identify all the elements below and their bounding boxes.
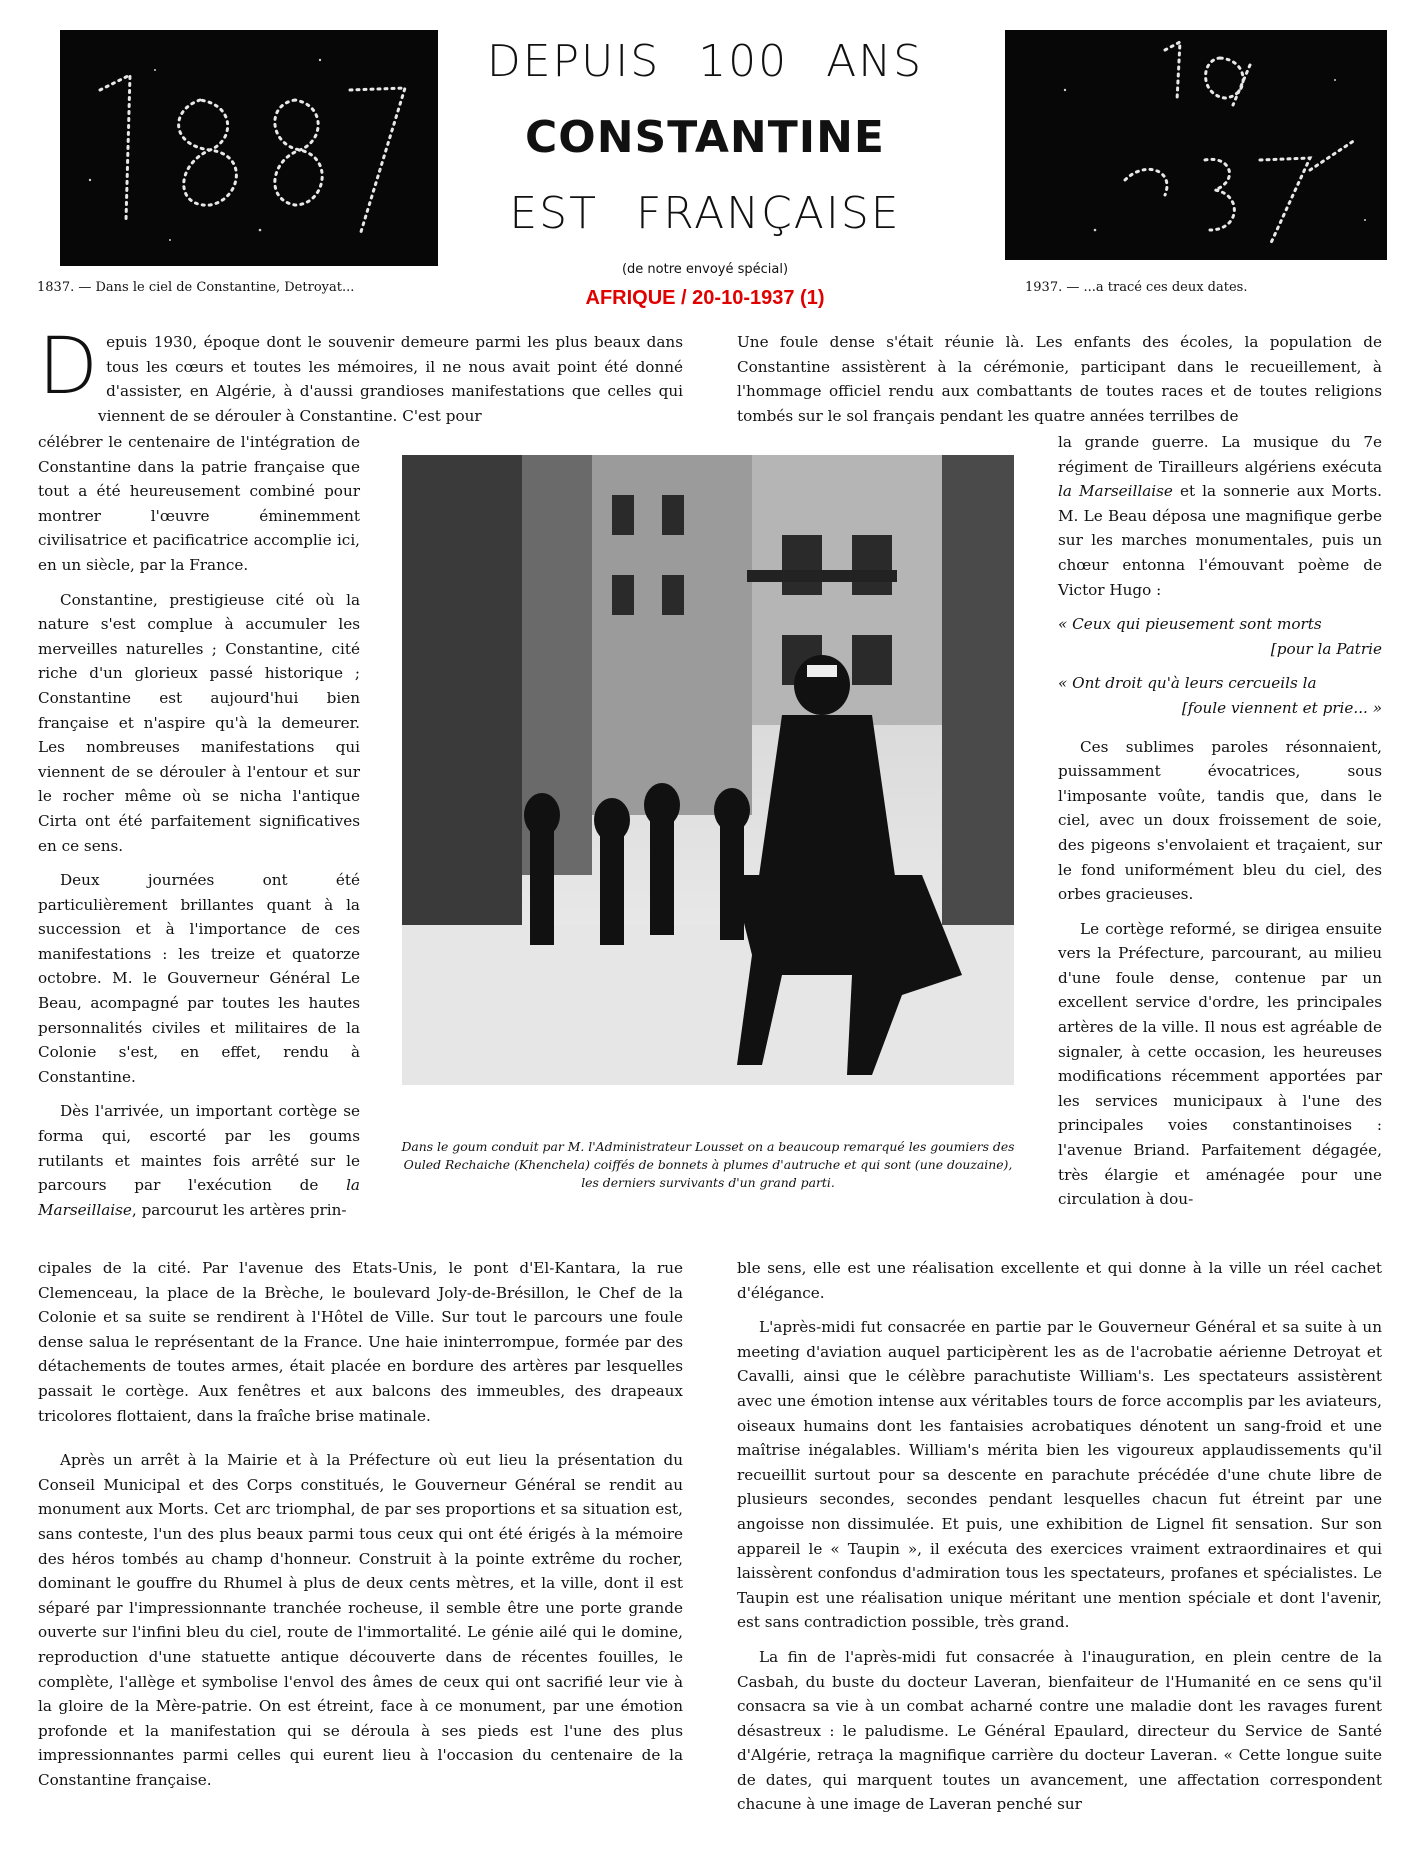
- headline-line1: DEPUIS 100 ANS: [486, 36, 924, 87]
- paragraph-laveran: La fin de l'après-midi fut consacrée à l'inauguration, en plein centre de la Casbah, du buste du docteur Laveran, bienfaiteur de l'Humanité en ce sens qu'il consacra sa vie à un combat acharné contre une maladie dont les ravages furent désastreux : le paludisme. Le Général Epaulard, directeur du Service de Santé d'Algérie, retraça la magnifique carrière du docteur Laveran. « Cette longue suite de dates, qui marquent toutes un avancement, une affectation correspondent chacune à une image de Laveran penché sur: [737, 1647, 1382, 1814]
- photo-1837-caption: 1837. — Dans le ciel de Constantine, Detroyat...: [37, 280, 355, 295]
- photo-1937-caption: 1937. — ...a tracé ces deux dates.: [1025, 280, 1248, 295]
- skywriting-1937-image: [1005, 30, 1387, 260]
- photo-goum-caption: Dans le goum conduit par M. l'Administrateur Lousset on a beaucoup remarqué les goumiers des Ouled Rechaiche (Khenchela) coiffés de bonnets à plumes d'autruche et qui sont (une douzaine), les derniers survivants d'un grand parti.: [401, 1139, 1015, 1190]
- paragraph-aviation: L'après-midi fut consacrée en partie par le Gouverneur Général et sa suite à un meeting d'aviation auquel participèrent les as de l'acrobatie aérienne Detroyat et Cavalli, ainsi que le célèbre parachutiste William's. Les spectateurs assistèrent avec une émotion intense aux véritables tours de force accomplis par les aviateurs, oiseaux humains dont les fantaisies acrobatiques dénotent un sang-froid et une maîtrise inégalables. William's mérita bien les vigoureux applaudissements qu'il recueillit surtout pour sa descente en parachute précédée d'une chute libre de plusieurs secondes, secondes pendant lesquelles chacun fut étreint par une angoisse non dissimulée. Et puis, une exhibition de Lignel fit sensation. Sur son appareil le « Taupin », il exécuta des exercices vraiment extraordinaires et qui laissèrent confondus d'admiration tous les spectateurs, profanes et spécialistes. Le Taupin est une réalisation unique méritant une mention spéciale et dont l'avenir, est sans contradiction possible, très grand.: [737, 1318, 1382, 1632]
- intro-paragraph-start: epuis 1930, époque dont le souvenir demeure parmi les plus beaux dans tous les cœurs et toutes les mémoires, il ne nous avait point été donné d'assister, en Algérie, à d'aussi grandioses manifestations que celles qui viennent de se dérouler à Constantine. C'est pour: [98, 333, 683, 425]
- verse-line-2: « Ont droit qu'à leurs cercueils la: [1058, 674, 1317, 693]
- photo-goum-parade: [402, 455, 1014, 1085]
- verse-line-1: « Ceux qui pieusement sont morts: [1058, 615, 1322, 634]
- right-top-column: [737, 330, 1382, 428]
- paragraph-prefecture: Le cortège reformé, se dirigea ensuite vers la Préfecture, parcourant, au milieu d'une foule dense, contenue par un excellent service d'ordre, les principales artères de la ville. Il nous est agréable de signaler, à cette occasion, les heureuses modifications récemment apportées par les services municipaux à l'une des principales voies constantinoises : l'avenue Briand. Parfaitement dégagée, très élargie et aménagée pour une circulation à dou-: [1058, 919, 1382, 1209]
- photo-1837-sky: [60, 30, 438, 266]
- right-wide-column: [737, 1256, 1382, 1817]
- paragraph-cortege-end: cipales de la cité. Par l'avenue des Etats-Unis, le pont d'El-Kantara, la rue Clemenceau, la place de la Brèche, le boulevard Joly-de-Brésillon, le Chef de la Colonie et sa suite se rendirent à l'Hôtel de Ville. Sur tout le parcours une foule dense salua le représentant de la France. Une haie ininterrompue, formée par des détachements de toutes armes, était placée en bordure des artères par lesquelles passait le cortège. Aux fenêtres et aux balcons des immeubles, des drapeaux tricolores flottaient, dans la fraîche brise matinale.: [38, 1259, 683, 1425]
- photo-1937-sky: [1005, 30, 1387, 260]
- paragraph-cortege-start: Dès l'arrivée, un important cortège se forma qui, escorté par les goums rutilants et maintes fois arrêté sur le parcours par l'exécution de la Marseillaise, parcourut les artères prin-: [38, 1102, 360, 1219]
- paragraph-foule: Une foule dense s'était réunie là. Les enfants des écoles, la population de Constantine assistèrent à la cérémonie, participant dans le recueillement, à l'hommage officiel rendu aux combattants de toutes races et de toutes religions tombés sur le sol français pendant les quatre années terrilbes de: [737, 333, 1382, 425]
- verse-line-1b: [pour la Patrie: [1270, 639, 1382, 658]
- paragraph-paroles: Ces sublimes paroles résonnaient, puissamment évocatrices, sous l'imposante voûte, tandis que, dans le ciel, avec un doux froissement de soie, des pigeons s'envolaient et traçaient, sur le fond uniformément bleu du ciel, des orbes gracieuses.: [1058, 737, 1382, 904]
- paragraph-avenue-end: ble sens, elle est une réalisation excellente et qui donne à la ville un réel cachet d'élégance.: [737, 1259, 1382, 1302]
- skywriting-1837-image: [60, 30, 438, 266]
- intro-paragraph-cont: célébrer le centenaire de l'intégration de Constantine dans la patrie française que tout a été heureusement combiné pour montrer l'œuvre éminemment civilisatrice et pacificatrice accomplie ici, en un siècle, par la France.: [38, 433, 360, 574]
- paragraph-monument: Après un arrêt à la Mairie et à la Préfecture où eut lieu la présentation du Conseil Municipal et des Corps constitués, le Gouverneur Général se rendit au monument aux Morts. Cet arc triomphal, de par ses proportions et sa situation est, sans conteste, l'un des plus beaux parmi tous ceux qui ont été érigés à la mémoire des héros tombés au champ d'honneur. Construit à la pointe extrême du rocher, dominant le gouffre du Rhumel à plus de deux cents mètres, et la ville, dont il est séparé par l'impressionnante tranchée rocheuse, il semble être une porte grande ouverte sur l'infini bleu du ciel, route de l'immortalité. Le génie ailé qui le domine, reproduction d'une statuette antique découverte dans de récentes fouilles, le complète, l'allège et symbolise l'envol des âmes de ceux qui ont sacrifié leur vie à la gloire de la Mère-patrie. On est étreint, face à ce monument, par une émotion profonde et la manifestation qui se déroula à ses pieds est l'une des plus impressionnantes parmi celles qui eurent lieu à l'occasion du centenaire de la Constantine française.: [38, 1451, 683, 1789]
- headline-line3: EST FRANÇAISE: [509, 188, 901, 239]
- paragraph-journees: Deux journées ont été particulièrement brillantes quant à la succession et à l'importance de ces manifestations : les treize et quatorze octobre. M. le Gouverneur Général Le Beau, acompagné par toutes les hautes personnalités civiles et militaires de la Colonie s'est, en effet, rendu à Constantine.: [38, 871, 360, 1086]
- left-narrow-column: [38, 430, 360, 1222]
- left-wide-column: [38, 1256, 683, 1792]
- goum-parade-image: [402, 455, 1014, 1085]
- paragraph-musique: la grande guerre. La musique du 7e régiment de Tirailleurs algériens exécuta la Marseillaise et la sonnerie aux Morts. M. Le Beau déposa une magnifique gerbe sur les marches monumentales, puis un chœur entonna l'émouvant poème de Victor Hugo :: [1058, 433, 1382, 599]
- headline-line2: CONSTANTINE: [525, 112, 885, 163]
- envoye-special: (de notre envoyé spécial): [621, 262, 789, 277]
- article-intro: [38, 322, 683, 428]
- paragraph-constantine: Constantine, prestigieuse cité où la nature s'est complue à accumuler les merveilles naturelles ; Constantine, cité riche d'un glorieux passé historique ; Constantine est aujourd'hui bien française et n'aspire qu'à la demeurer. Les nombreuses manifestations qui viennent de se dérouler à l'entour et sur le rocher même où se nicha l'antique Cirta ont été parfaitement significatives en ce sens.: [38, 590, 360, 855]
- source-reference: AFRIQUE / 20-10-1937 (1): [585, 287, 825, 309]
- right-narrow-column: [1058, 430, 1382, 1212]
- dropcap: D: [38, 322, 99, 412]
- verse-line-2b: [foule viennent et prie... »: [1181, 698, 1382, 717]
